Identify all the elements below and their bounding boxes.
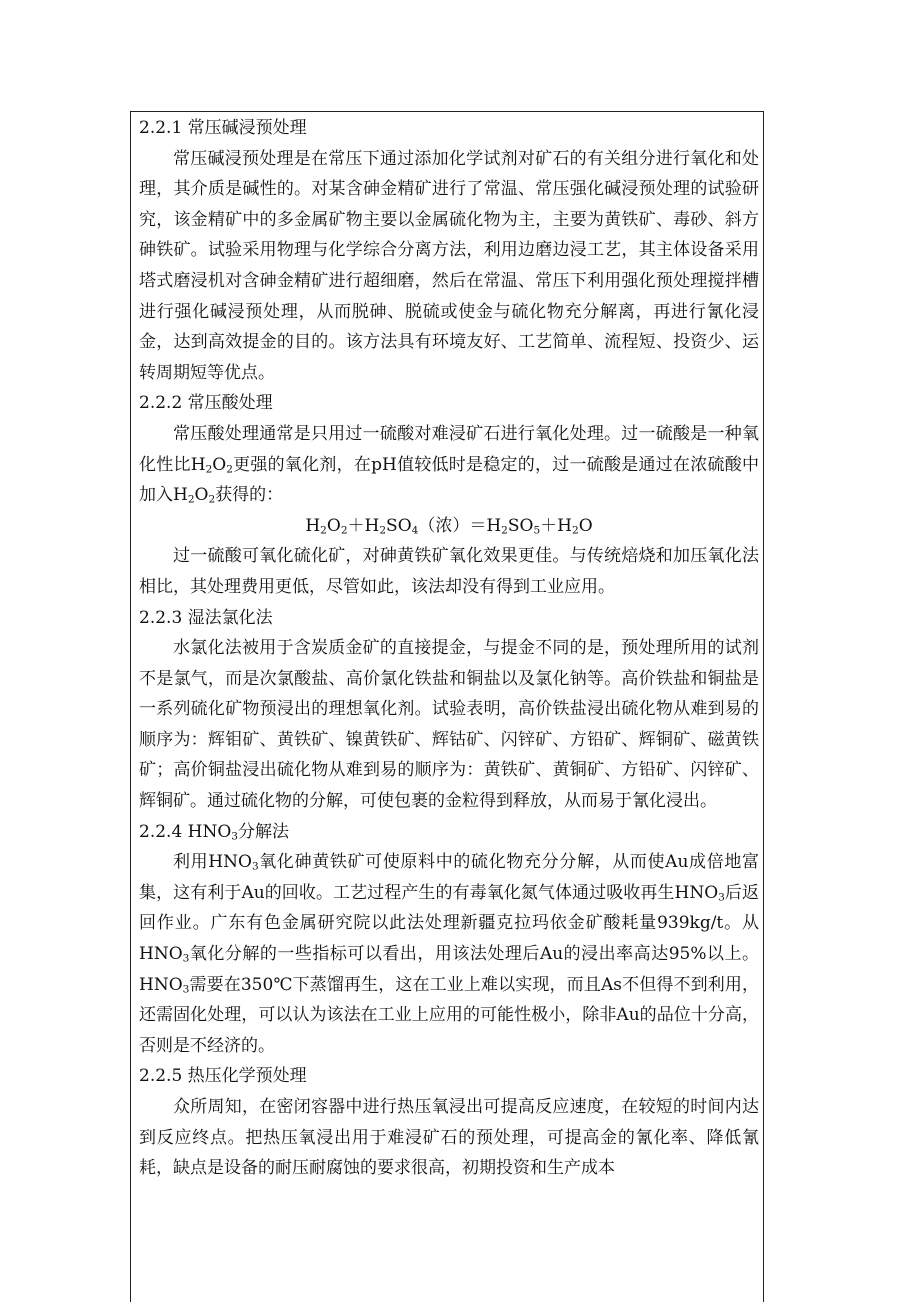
chemical-equation: $H_2O_2+H_2SO_4$（浓）$=H_2SO_5+H_2O$: [305, 515, 593, 537]
document-body: [139, 113, 759, 1184]
section-heading-2-2-1: 2.2.1 常压碱浸预处理: [139, 118, 307, 138]
section-paragraph-2-2-2-b: 过一硫酸可氧化硫化矿，对砷黄铁矿氧化效果更佳。与传统焙烧和加压氧化法相比，其处理费用更低，尽管如此，该法却没有得到工业应用。: [139, 546, 759, 597]
section-paragraph-2-2-2-a: 常压酸处理通常是只用过一硫酸对难浸矿石进行氧化处理。过一硫酸是一种氧化性比$H_2O_2$更强的氧化剂，在pH值较低时是稳定的，过一硫酸是通过在浓硫酸中加入$H_2O_2$获得的：: [139, 423, 759, 506]
section-heading-2-2-2: 2.2.2 常压酸处理: [139, 393, 273, 414]
section-paragraph-2-2-5: 众所周知，在密闭容器中进行热压氧浸出可提高反应速度，在较短的时间内达到反应终点。把热压氧浸出用于难浸矿石的预处理，可提高金的氰化率、降低氰耗，缺点是设备的耐压耐腐蚀的要求很高，初期投资和生产成本: [139, 1097, 759, 1179]
section-paragraph-2-2-1: 常压碱浸预处理是在常压下通过添加化学试剂对矿石的有关组分进行氧化和处理，其介质是碱性的。对某含砷金精矿进行了常温、常压强化碱浸预处理的试验研究，该金精矿中的多金属矿物主要以金属硫化物为主，主要为黄铁矿、毒砂、斜方砷铁矿。试验采用物理与化学综合分离方法，利用边磨边浸工艺，其主体设备采用塔式磨浸机对含砷金精矿进行超细磨，然后在常温、常压下利用强化预处理搅拌槽进行强化碱浸预处理，从而脱砷、脱硫或使金与硫化物充分解离，再进行氰化浸金，达到高效提金的目的。该方法具有环境友好、工艺简单、流程短、投资少、运转周期短等优点。: [139, 148, 759, 383]
section-heading-2-2-5: 2.2.5 热压化学预处理: [139, 1066, 307, 1087]
section-heading-2-2-4: 2.2.4 $HNO_3$分解法: [139, 821, 289, 843]
section-heading-2-2-3: 2.2.3 湿法氯化法: [139, 607, 273, 628]
section-paragraph-2-2-4: 利用$HNO_3$氧化砷黄铁矿可使原料中的硫化物充分分解，从而使Au成倍地富集，这有利于Au的回收。工艺过程产生的有毒氧化氮气体通过吸收再生$HNO_3$后返回作业。广东有色金属研究院以此法处理新疆克拉玛依金矿酸耗量939kg/t。从$HNO_3$氧化分解的一些指标可以看出，用该法处理后Au的浸出率高达95%以上。$HNO_3$需要在350℃下蒸馏再生，这在工业上难以实现，而且As不但得不到利用，还需固化处理，可以认为该法在工业上应用的可能性极小，除非Au的品位十分高，否则是不经济的。: [139, 852, 759, 1056]
section-paragraph-2-2-3: 水氯化法被用于含炭质金矿的直接提金，与提金不同的是，预处理所用的试剂不是氯气，而是次氯酸盐、高价氯化铁盐和铜盐以及氯化钠等。高价铁盐和铜盐是一系列硫化矿物预浸出的理想氧化剂。试验表明，高价铁盐浸出硫化物从难到易的顺序为：辉钼矿、黄铁矿、镍黄铁矿、辉钴矿、闪锌矿、方铅矿、辉铜矿、磁黄铁矿；高价铜盐浸出硫化物从难到易的顺序为：黄铁矿、黄铜矿、方铅矿、闪锌矿、辉铜矿。通过硫化物的分解，可使包裹的金粒得到释放，从而易于氰化浸出。: [139, 638, 759, 812]
